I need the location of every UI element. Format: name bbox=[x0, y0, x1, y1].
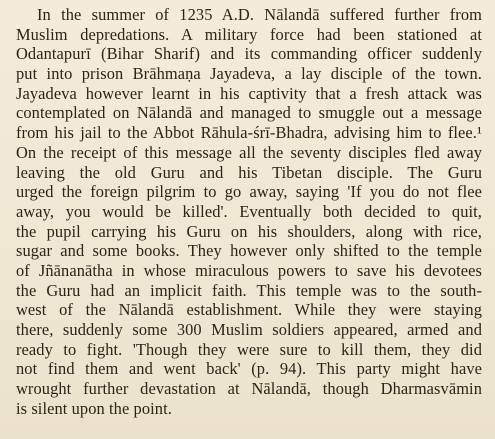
text-line: Odantapurī (Bihar Sharif) and its commanding officer suddenly bbox=[16, 44, 482, 64]
text-line: there, suddenly some 300 Muslim soldiers appeared, armed and bbox=[16, 320, 482, 339]
text-line: In the summer of 1235 A.D. Nālandā suffered further from bbox=[37, 5, 482, 24]
text-line: west of the Nālandā establishment. While they were staying bbox=[16, 300, 482, 320]
text-line: wrought further devastation at Nālandā, though Dharmasvāmin bbox=[16, 379, 482, 399]
text-line: On the receipt of this message all the seventy disciples fled away bbox=[16, 142, 482, 162]
text-line: the Guru had an implicit faith. This temple was to the south- bbox=[16, 280, 482, 300]
text-line: away, you would be killed'. Eventually both decided to quit, bbox=[16, 201, 482, 221]
text-line-last: is silent upon the point. bbox=[16, 398, 172, 418]
text-line: ready to fight. 'Though they were sure to kill them, they did bbox=[16, 339, 482, 359]
text-line: sugar and some books. They however only shifted to the temple bbox=[16, 241, 482, 261]
text-line: of Jñānanātha in whose miraculous powers to save his devotees bbox=[16, 260, 482, 280]
text-line: put into prison Brāhmaṇa Jayadeva, a lay disciple of the town. bbox=[16, 64, 482, 84]
text-line: urged the foreign pilgrim to go away, saying 'If you do not flee bbox=[16, 182, 482, 202]
text-line: the pupil carrying his Guru on his shoulders, along with rice, bbox=[16, 221, 482, 241]
text-line: Jayadeva however learnt in his captivity that a fresh attack was bbox=[16, 83, 482, 103]
text-line: leaving the old Guru and his Tibetan disciple. The Guru bbox=[16, 162, 482, 182]
body-paragraph bbox=[16, 5, 482, 418]
text-line: Muslim depredations. A military force had been stationed at bbox=[16, 24, 482, 44]
text-line: not find them and went back' (p. 94). This party might have bbox=[16, 359, 482, 379]
text-line: from his jail to the Abbot Rāhula-śrī-Bhadra, advising him to flee.¹ bbox=[16, 123, 482, 143]
text-line: contemplated on Nālandā and managed to smuggle out a message bbox=[16, 103, 482, 123]
